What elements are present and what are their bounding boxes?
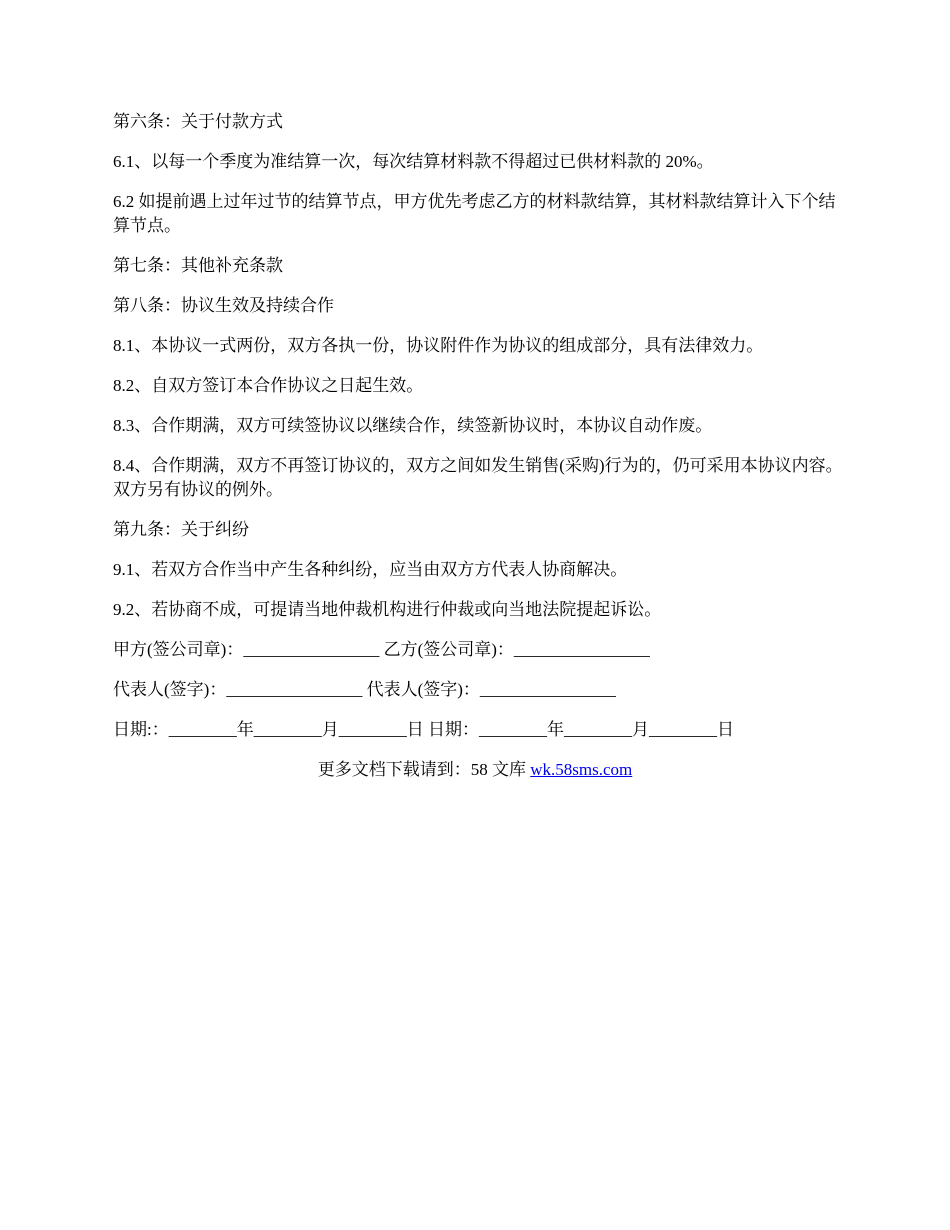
clause-8-4: 8.4、合作期满，双方不再签订协议的，双方之间如发生销售(采购)行为的，仍可采用本协议内容。双方另有协议的例外。 bbox=[113, 456, 843, 499]
footer-link[interactable]: wk.58sms.com bbox=[530, 760, 633, 779]
clause-9-1: 9.1、若双方合作当中产生各种纠纷，应当由双方方代表人协商解决。 bbox=[113, 560, 628, 579]
clause-6-1: 6.1、以每一个季度为准结算一次，每次结算材料款不得超过已供材料款的 20%。 bbox=[113, 152, 714, 171]
heading-article-7: 第七条：其他补充条款 bbox=[113, 256, 283, 275]
signature-party-line: 甲方(签公司章)：________________ 乙方(签公司章)：________________ bbox=[113, 640, 650, 659]
heading-article-9: 第九条：关于纠纷 bbox=[113, 520, 249, 539]
clause-9-2: 9.2、若协商不成，可提请当地仲裁机构进行仲裁或向当地法院提起诉讼。 bbox=[113, 600, 662, 619]
signature-date-line: 日期:：________年________月________日 日期：________年________月________日 bbox=[113, 720, 734, 739]
heading-article-6: 第六条：关于付款方式 bbox=[113, 112, 283, 131]
footer bbox=[0, 758, 950, 782]
heading-article-8: 第八条：协议生效及持续合作 bbox=[113, 296, 334, 315]
footer-text: 更多文档下载请到：58 文库 bbox=[317, 760, 531, 779]
clause-6-2: 6.2 如提前遇上过年过节的结算节点，甲方优先考虑乙方的材料款结算，其材料款结算计入下个结算节点。 bbox=[113, 192, 836, 235]
document-page bbox=[113, 110, 843, 782]
clause-8-1: 8.1、本协议一式两份，双方各执一份，协议附件作为协议的组成部分，具有法律效力。 bbox=[113, 336, 764, 355]
clause-8-2: 8.2、自双方签订本合作协议之日起生效。 bbox=[113, 376, 424, 395]
signature-representative-line: 代表人(签字)：________________ 代表人(签字)：________________ bbox=[113, 680, 616, 699]
clause-8-3: 8.3、合作期满，双方可续签协议以继续合作，续签新协议时，本协议自动作废。 bbox=[113, 416, 713, 435]
